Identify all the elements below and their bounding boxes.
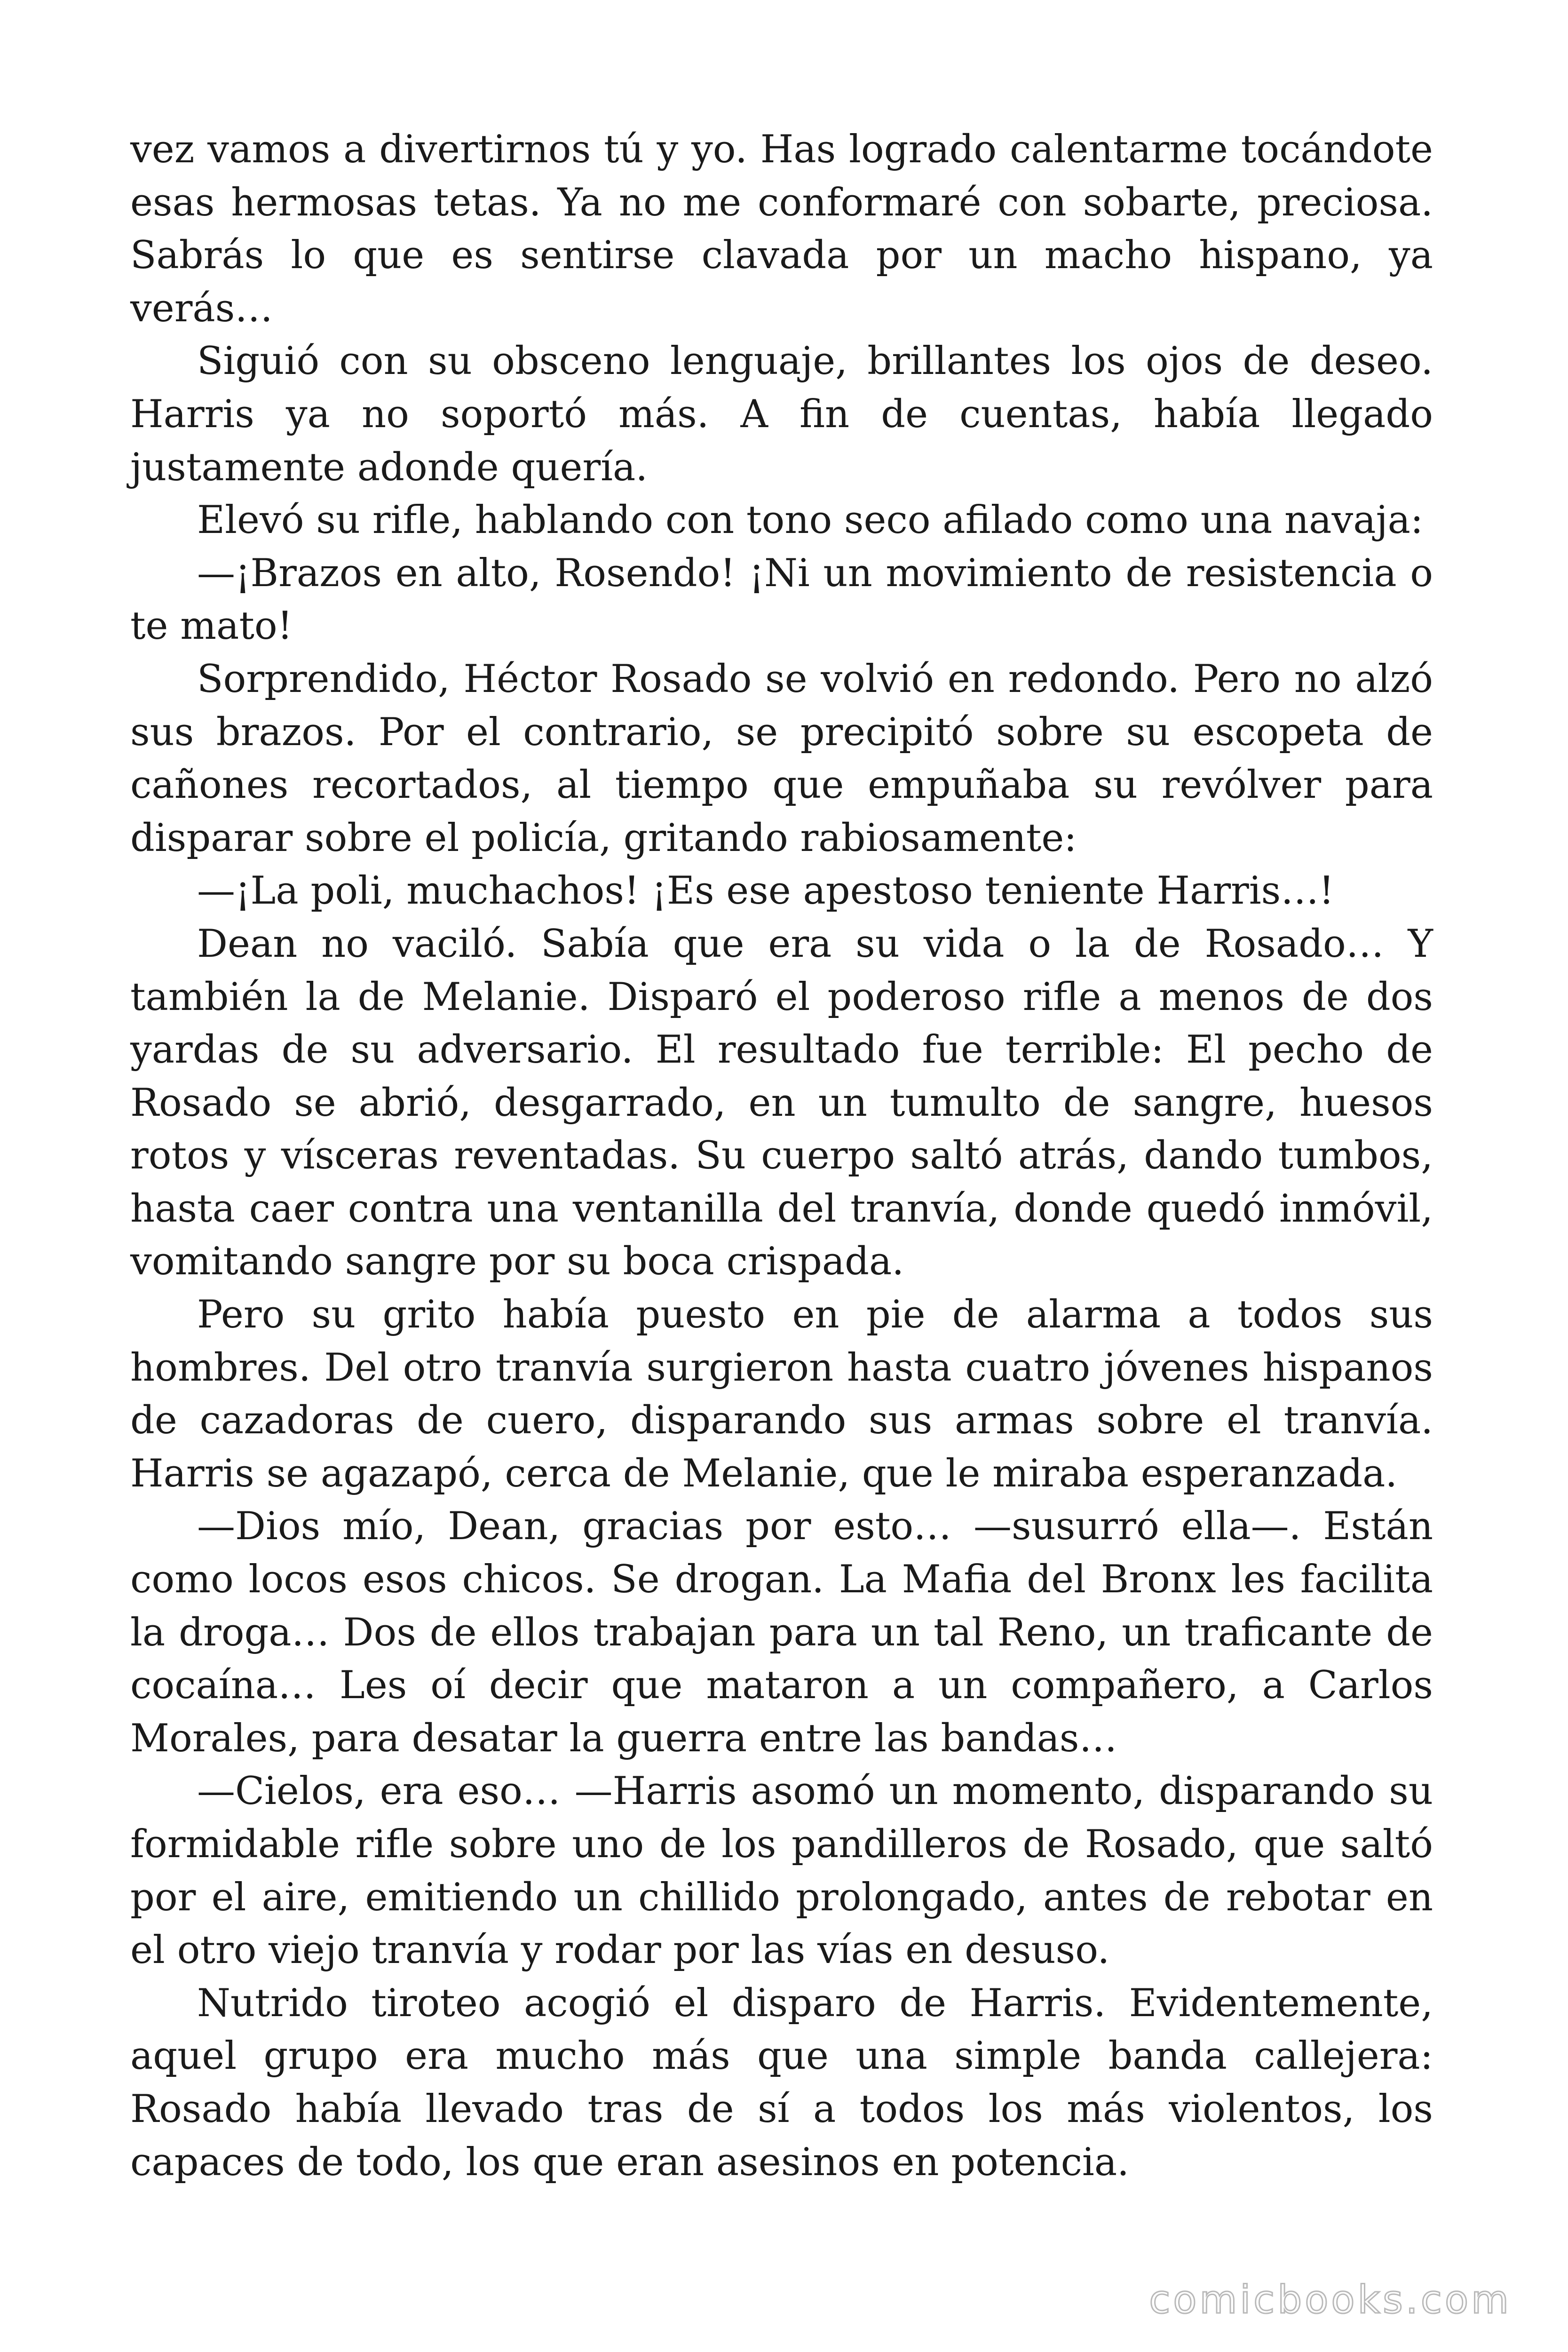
dialogue-paragraph: —¡Brazos en alto, Rosendo! ¡Ni un movimiento de resistencia o te mato! xyxy=(130,551,1433,649)
paragraph: Dean no vaciló. Sabía que era su vida o la de Rosado… Y también la de Melanie. Disparó el poderoso rifle a menos de dos yardas de su adversario. El resultado fue terrible: El pecho de Rosado se abrió, desgarrado, en un tumulto de sangre, huesos rotos y vísceras reventadas. Su cuerpo saltó atrás, dando tumbos, hasta caer contra una ventanilla del tranvía, donde quedó inmóvil, vomitando sangre por su boca crispada. xyxy=(130,922,1433,1284)
paragraph: Siguió con su obsceno lenguaje, brillantes los ojos de deseo. Harris ya no soportó más. A fin de cuentas, había llegado justamente adonde quería. xyxy=(130,339,1433,490)
paragraph: Nutrido tiroteo acogió el disparo de Harris. Evidentemente, aquel grupo era mucho más que una simple banda callejera: Rosado había llevado tras de sí a todos los más violentos, los capaces de todo, los que eran asesinos en potencia. xyxy=(130,1981,1433,2185)
dialogue-paragraph: —¡La poli, muchachos! ¡Es ese apestoso teniente Harris…! xyxy=(197,869,1334,914)
paragraph: Sorprendido, Héctor Rosado se volvió en redondo. Pero no alzó sus brazos. Por el contrario, se precipitó sobre su escopeta de cañones recortados, al tiempo que empuñaba su revólver para disparar sobre el policía, gritando rabiosamente: xyxy=(130,657,1433,860)
paragraph: vez vamos a divertirnos tú y yo. Has logrado calentarme tocándote esas hermosas tetas. Ya no me conformaré con sobarte, preciosa. Sabrás lo que es sentirse clavada por un macho hispano, ya verás… xyxy=(130,127,1433,331)
dialogue-paragraph: —Dios mío, Dean, gracias por esto… —susurró ella—. Están como locos esos chicos. Se drogan. La Mafia del Bronx les facilita la droga… Dos de ellos trabajan para un tal Reno, un traficante de cocaína… Les oí decir que mataron a un compañero, a Carlos Morales, para desatar la guerra entre las bandas… xyxy=(130,1504,1433,1761)
dialogue-paragraph: —Cielos, era eso… —Harris asomó un momento, disparando su formidable rifle sobre uno de los pandilleros de Rosado, que saltó por el aire, emitiendo un chillido prolongado, antes de rebotar en el otro viejo tranvía y rodar por las vías en desuso. xyxy=(130,1769,1433,1973)
paragraph: Pero su grito había puesto en pie de alarma a todos sus hombres. Del otro tranvía surgieron hasta cuatro jóvenes hispanos de cazadoras de cuero, disparando sus armas sobre el tranvía. Harris se agazapó, cerca de Melanie, que le miraba esperanzada. xyxy=(130,1293,1433,1496)
paragraph: Elevó su rifle, hablando con tono seco afilado como una navaja: xyxy=(197,498,1424,543)
watermark-logo: comicbooks.com xyxy=(1149,2278,1512,2322)
body-text xyxy=(130,123,1433,2189)
